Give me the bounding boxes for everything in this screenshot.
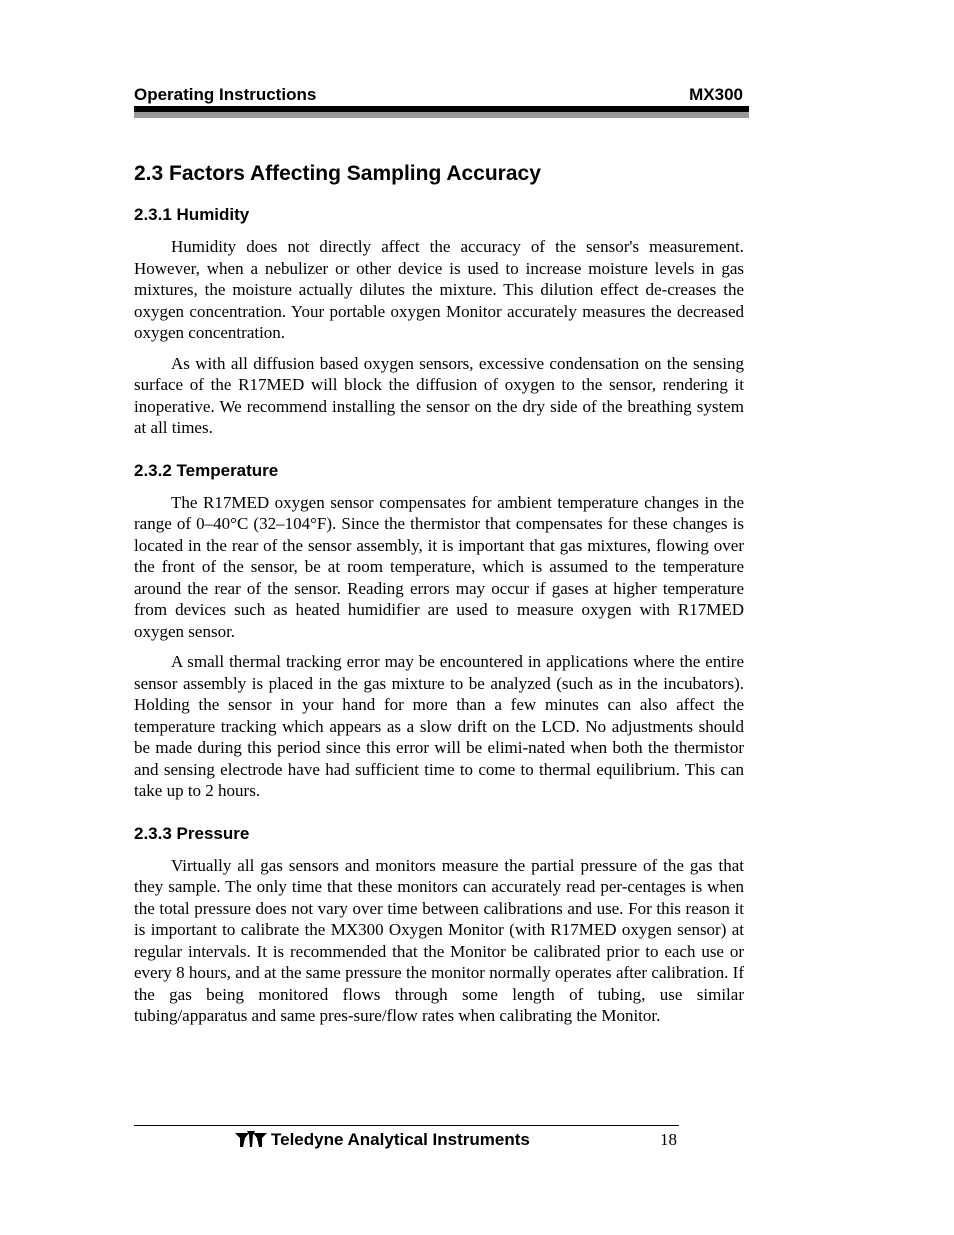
paragraph: The R17MED oxygen sensor compensates for ambient temperature changes in the range of 0–40°C (32–104°F). Since the thermistor that compensates for these changes is located in the rear of the sensor assembly, it is important that gas mixtures, flowing over the front of the sensor, be at room temperature, which is assumed to the temperature around the rear of the sensor. Reading errors may occur if gases at higher temperature from devices such as heated humidifier are used to measure oxygen with R17MED oxygen sensor. [134,492,744,641]
subsection-temperature [134,460,744,802]
paragraph: Humidity does not directly affect the accuracy of the sensor's measurement. However, when a nebulizer or other device is used to increase moisture levels in gas mixtures, the moisture actually dilutes the mixture. This dilution effect de-creases the oxygen concentration. Your portable oxygen Monitor accurately measures the decreased oxygen concentration. [134,237,744,342]
header-rule-shadow [134,112,749,118]
subsection-pressure [134,823,744,1027]
subsection-title: 2.3.1 Humidity [134,205,250,224]
subsection-title: 2.3.3 Pressure [134,823,250,843]
section-title: 2.3 Factors Affecting Sampling Accuracy [134,162,541,185]
page-content [134,160,744,1036]
paragraph: A small thermal tracking error may be encountered in applications where the entire sensor assembly is placed in the gas mixture to be analyzed (such as in the incubators). Holding the sensor in your hand for more than a few minutes can also affect the temperature tracking which appears as a slow drift on the LCD. No adjustments should be made during this period since this error will be elimi-nated when both the thermistor and sensing electrode have had sufficient time to come to thermal equilibrium. This can take up to 2 hours. [134,652,744,800]
paragraph: Virtually all gas sensors and monitors measure the partial pressure of the gas that they sample. The only time that these monitors can accurately read per-centages is when the total pressure does not vary over time between calibrations and use. For this reason it is important to calibrate the MX300 Oxygen Monitor (with R17MED oxygen sensor) at regular intervals. It is recommended that the Monitor be calibrated prior to each use or every 8 hours, and at the same pressure the monitor normally operates after calibration. If the gas being monitored flows through some length of tubing, use similar tubing/apparatus and same pres-sure/flow rates when calibrating the Monitor. [134,855,744,1025]
subsection-humidity [134,204,744,439]
page-number: 18 [660,1130,677,1149]
footer-rule [134,1125,679,1126]
subsection-title: 2.3.2 Temperature [134,460,279,480]
footer-company: Teledyne Analytical Instruments [271,1130,530,1149]
header-model: MX300 [689,85,743,104]
paragraph: As with all diffusion based oxygen sensors, excessive condensation on the sensing surface of the R17MED will block the diffusion of oxygen to the sensor, rendering it inoperative. We recommend installing the sensor on the dry side of the breathing system at all times. [134,353,744,437]
teledyne-logo-icon [234,1129,268,1149]
header-title: Operating Instructions [134,85,317,104]
